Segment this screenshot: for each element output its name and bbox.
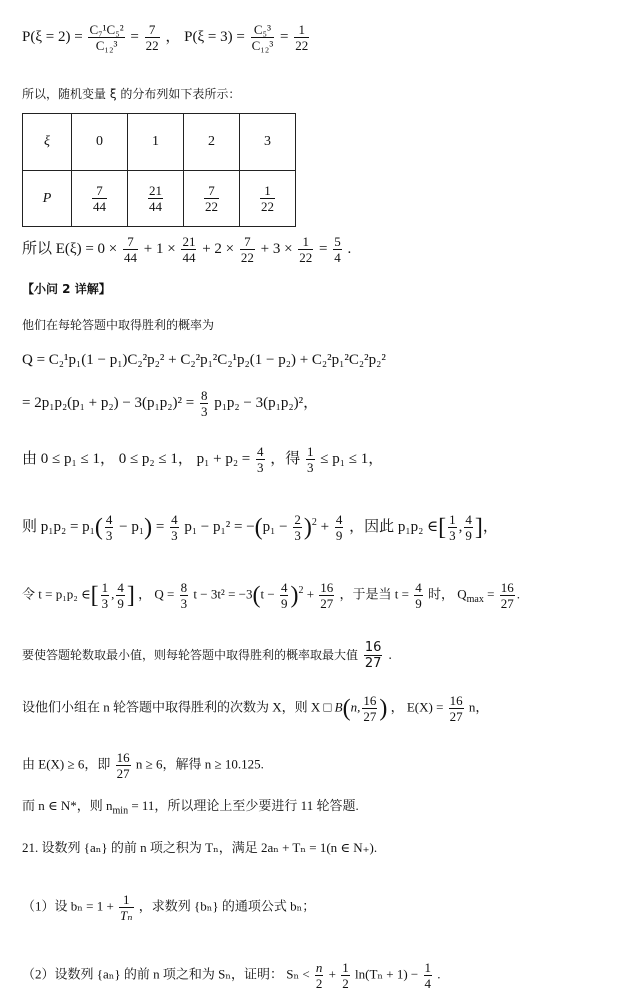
table-cell: 2: [184, 114, 240, 171]
table-cell: [72, 171, 128, 227]
p2-lhs: P(ξ = 2) =: [22, 28, 83, 45]
frac-num: 4: [117, 580, 124, 595]
binom-d: ， E(X) =: [390, 699, 444, 715]
frac-den: 27: [500, 596, 514, 611]
frac-num: 1: [101, 580, 109, 595]
frac-den: 44: [93, 199, 106, 214]
question-21: 21. 设数列 {aₙ} 的前 n 项之积为 Tₙ，满足 2aₙ + Tₙ = 1(n ∈ N₊).: [22, 840, 378, 855]
plus-term: + 1 ×: [143, 240, 176, 257]
frac-den: 44: [124, 250, 138, 265]
frac-den: Tₙ: [120, 908, 133, 923]
p3-combination-fraction: [251, 22, 275, 53]
frac-den: 27: [363, 709, 377, 724]
frac-num: 16: [116, 750, 130, 765]
table-row-label: P: [23, 171, 72, 227]
product-e: ，因此 p₁p₂ ∈: [349, 518, 439, 535]
frac-den: 3: [105, 528, 113, 543]
t-b: ， Q =: [138, 586, 175, 602]
frac-num: 1: [342, 960, 349, 975]
frac-den: 9: [335, 528, 343, 543]
frac-num: 16: [500, 580, 514, 595]
frac-den: 3: [449, 528, 456, 543]
part2-heading: 【小问 2 详解】: [22, 282, 111, 296]
product-a: 则 p₁p₂ = p₁: [22, 518, 95, 535]
eq-sign: =: [130, 28, 139, 45]
table-cell: [184, 171, 240, 227]
nmin-b: = 11，所以理论上至少要进行 11 轮答题.: [131, 798, 359, 813]
solve-b: n ≥ 6，解得 n ≥ 10.125.: [135, 756, 264, 772]
frac-num: 4: [335, 512, 343, 527]
table-cell: [128, 171, 184, 227]
frac-den: 3: [180, 596, 188, 611]
frac-den: 22: [299, 250, 313, 265]
binom-e: n，: [468, 699, 489, 715]
question-21-part1: [22, 892, 315, 923]
frac-den: 3: [307, 460, 314, 475]
range-c: ≤ p₁ ≤ 1，: [320, 450, 384, 467]
probability-formula-line: [22, 22, 311, 53]
t-substitution-line: 令 t = p₁p₂ ∈[ $\frac{1}{3}$ , $\frac{4}{9}$ ] ， Q = $\frac{8}{3}$ t − 3t² = −3(t − $\frac{4}{9}$ )$^2$ + $\frac{16}{27}$ ，于是当 t = $\frac{4}{9}$ 时， $Q_{max}$ = $\frac{16}{27}$ .: [22, 580, 520, 611]
period: .: [347, 240, 352, 257]
frac-den: 2: [342, 976, 349, 991]
frac-den: 9: [280, 596, 288, 611]
frac-num: 1: [424, 960, 432, 975]
frac-den: 9: [117, 596, 124, 611]
separator: ，: [165, 28, 181, 45]
frac-den: C₁₂³: [251, 38, 274, 53]
frac-num: 4: [105, 512, 113, 527]
plus-sign: +: [320, 518, 330, 535]
frac-num: 4: [415, 580, 422, 595]
frac-den: C₁₂³: [95, 38, 118, 53]
solve-line: [22, 750, 264, 781]
frac-den: 22: [240, 250, 254, 265]
eq-sign: =: [319, 240, 328, 257]
table-row: [23, 171, 296, 227]
frac-num: 7: [240, 234, 255, 250]
frac-den: 4: [424, 976, 432, 991]
table-cell: 3: [240, 114, 296, 171]
table-cell: [240, 171, 296, 227]
t-a: 令 t = p₁p₂ ∈: [22, 586, 91, 602]
min-rounds-text: 要使答题轮数取最小值，则每轮答题中取得胜利的概率取最大值: [22, 648, 359, 662]
frac-num: 1: [294, 22, 309, 38]
table-cell: 1: [128, 114, 184, 171]
frac-den: 22: [295, 38, 309, 53]
frac-num: 16: [364, 640, 382, 655]
frac-den: 22: [205, 199, 218, 214]
t-c: t − 3t² = −3: [193, 586, 253, 602]
frac-num: 8: [180, 580, 188, 595]
binomial-line: 设他们小组在 n 轮答题中取得胜利的次数为 X，则 X □ B(n, $\frac{16}{27}$ ) ， E(X) = $\frac{16}{27}$ n，: [22, 693, 489, 724]
p2-combination-fraction: [88, 22, 124, 53]
frac-num: 16: [320, 580, 334, 595]
frac-num: 1: [119, 892, 134, 908]
frac-num: 16: [363, 693, 377, 708]
frac-num: 7: [92, 183, 107, 199]
frac-num: C₇¹C₅²: [89, 22, 124, 37]
q-expansion-line: Q = C₂¹p₁(1 − p₁)C₂²p₂² + C₂²p₁²C₂¹p₂(1 − p₂) + C₂²p₁²C₂²p₂²: [22, 352, 386, 368]
frac-den: 2: [315, 976, 323, 991]
frac-den: 27: [116, 766, 130, 781]
nmin-a: 而 n ∈ N*，则 n: [22, 798, 113, 813]
frac-den: 44: [149, 199, 162, 214]
eq-sign: =: [487, 586, 495, 602]
frac-den: 3: [294, 528, 301, 543]
frac-num: 1: [260, 183, 275, 199]
nmin-line: [22, 796, 359, 822]
p3-lhs: P(ξ = 3) =: [184, 28, 245, 45]
frac-den: 9: [465, 528, 472, 543]
plus-term: + 2 ×: [202, 240, 235, 257]
range-b: ，得: [270, 450, 301, 467]
frac-den: 27: [364, 656, 382, 671]
comma: ,: [111, 586, 115, 602]
product-line: 则 p₁p₂ = p₁( $\frac{4}{3}$ − p₁) = $\frac{4}{3}$ p₁ − p₁² = −(p₁ − $\frac{2}{3}$ )$^2$ + $\frac{4}{9}$ ，因此 p₁p₂ ∈[ $\frac{1}{3}$ , $\frac{4}{9}$ ]，: [22, 512, 498, 543]
min-rounds-line: [22, 640, 392, 671]
table-header-label: ξ: [23, 114, 72, 171]
comma: ,: [458, 518, 463, 535]
expectation-line: [22, 234, 351, 265]
frac-num: C₅³: [251, 22, 275, 38]
solve-a: 由 E(X) ≥ 6，即: [22, 756, 111, 772]
frac-num: n: [315, 960, 323, 975]
plus-term: + 3 ×: [260, 240, 293, 257]
frac-num: 4: [257, 444, 264, 459]
qmax-subscript: max: [466, 594, 484, 606]
q-simplified-line: [22, 388, 318, 419]
q-simplified-a: = 2p₁p₂(p₁ + p₂) − 3(p₁p₂)² =: [22, 394, 195, 411]
q-simplified-b: p₁p₂ − 3(p₁p₂)²，: [214, 394, 319, 411]
frac-num: 1: [298, 234, 313, 250]
table-row: [23, 114, 296, 171]
q21-2-a: （2）设数列 {aₙ} 的前 n 项之和为 Sₙ，证明： Sₙ <: [22, 966, 310, 982]
t-minus: t −: [260, 586, 278, 602]
q21-1-a: （1）设 bₙ = 1 +: [22, 898, 114, 914]
q21-2-c: ln(Tₙ + 1) −: [355, 966, 419, 982]
frac-num: 4: [465, 512, 472, 527]
product-f: ，: [482, 518, 498, 535]
p2-value-fraction: [145, 22, 160, 53]
binom-c: n,: [350, 699, 361, 715]
plus-sign: +: [328, 966, 337, 982]
eq-sign: =: [155, 518, 165, 535]
minus-p1: − p₁: [115, 518, 145, 535]
frac-den: 27: [320, 596, 334, 611]
frac-num: 21: [149, 183, 162, 198]
frac-den: 3: [257, 460, 264, 475]
t-e: ，于是当 t =: [339, 586, 409, 602]
frac-num: 4: [171, 512, 178, 527]
frac-den: 3: [101, 596, 109, 611]
eq-sign: =: [279, 28, 289, 45]
frac-den: 9: [415, 596, 422, 611]
expectation-prefix: 所以 E(ξ) = 0 ×: [22, 240, 118, 257]
frac-num: 7: [204, 183, 219, 199]
frac-num: 2: [294, 512, 301, 527]
frac-den: 44: [182, 250, 196, 265]
range-a: 由 0 ≤ p₁ ≤ 1， 0 ≤ p₂ ≤ 1， p₁ + p₂ =: [22, 450, 251, 467]
period: .: [516, 586, 520, 602]
period: .: [388, 648, 393, 662]
frac-num: 7: [123, 234, 138, 250]
frac-num: 16: [449, 693, 463, 708]
frac-den: 4: [334, 250, 341, 265]
question-21-part2: [22, 960, 441, 991]
plus-sign: +: [306, 586, 315, 602]
period: .: [437, 966, 441, 982]
frac-num: 1: [307, 444, 314, 459]
frac-den: 3: [200, 404, 208, 419]
frac-num: 1: [449, 512, 456, 527]
distribution-table: [22, 113, 296, 227]
p1-minus: p₁ −: [262, 518, 292, 535]
distribution-intro: 所以，随机变量 ξ 的分布列如下表所示：: [22, 87, 241, 101]
frac-num: 7: [145, 22, 160, 38]
frac-num: 21: [182, 234, 196, 249]
frac-den: 22: [261, 199, 274, 214]
q21-1-b: ，求数列 {bₙ} 的通项公式 bₙ；: [138, 898, 316, 914]
binom-a: 设他们小组在 n 轮答题中取得胜利的次数为 X，则 X: [22, 699, 321, 715]
frac-num: 8: [200, 388, 208, 403]
binom-b: B: [334, 699, 343, 715]
nmin-subscript: min: [112, 805, 129, 817]
placeholder-box-glyph: □: [323, 699, 332, 715]
frac-num: 5: [334, 234, 341, 249]
frac-num: 4: [280, 580, 288, 595]
t-f: 时， Q: [428, 586, 467, 602]
frac-den: 3: [171, 528, 178, 543]
range-line: [22, 444, 383, 475]
p3-value-fraction: [294, 22, 309, 53]
table-cell: 0: [72, 114, 128, 171]
frac-den: 22: [145, 38, 159, 53]
part2-intro: 他们在每轮答题中取得胜利的概率为: [22, 318, 215, 332]
frac-den: 27: [449, 709, 463, 724]
product-c: p₁ − p₁² = −: [184, 518, 255, 535]
